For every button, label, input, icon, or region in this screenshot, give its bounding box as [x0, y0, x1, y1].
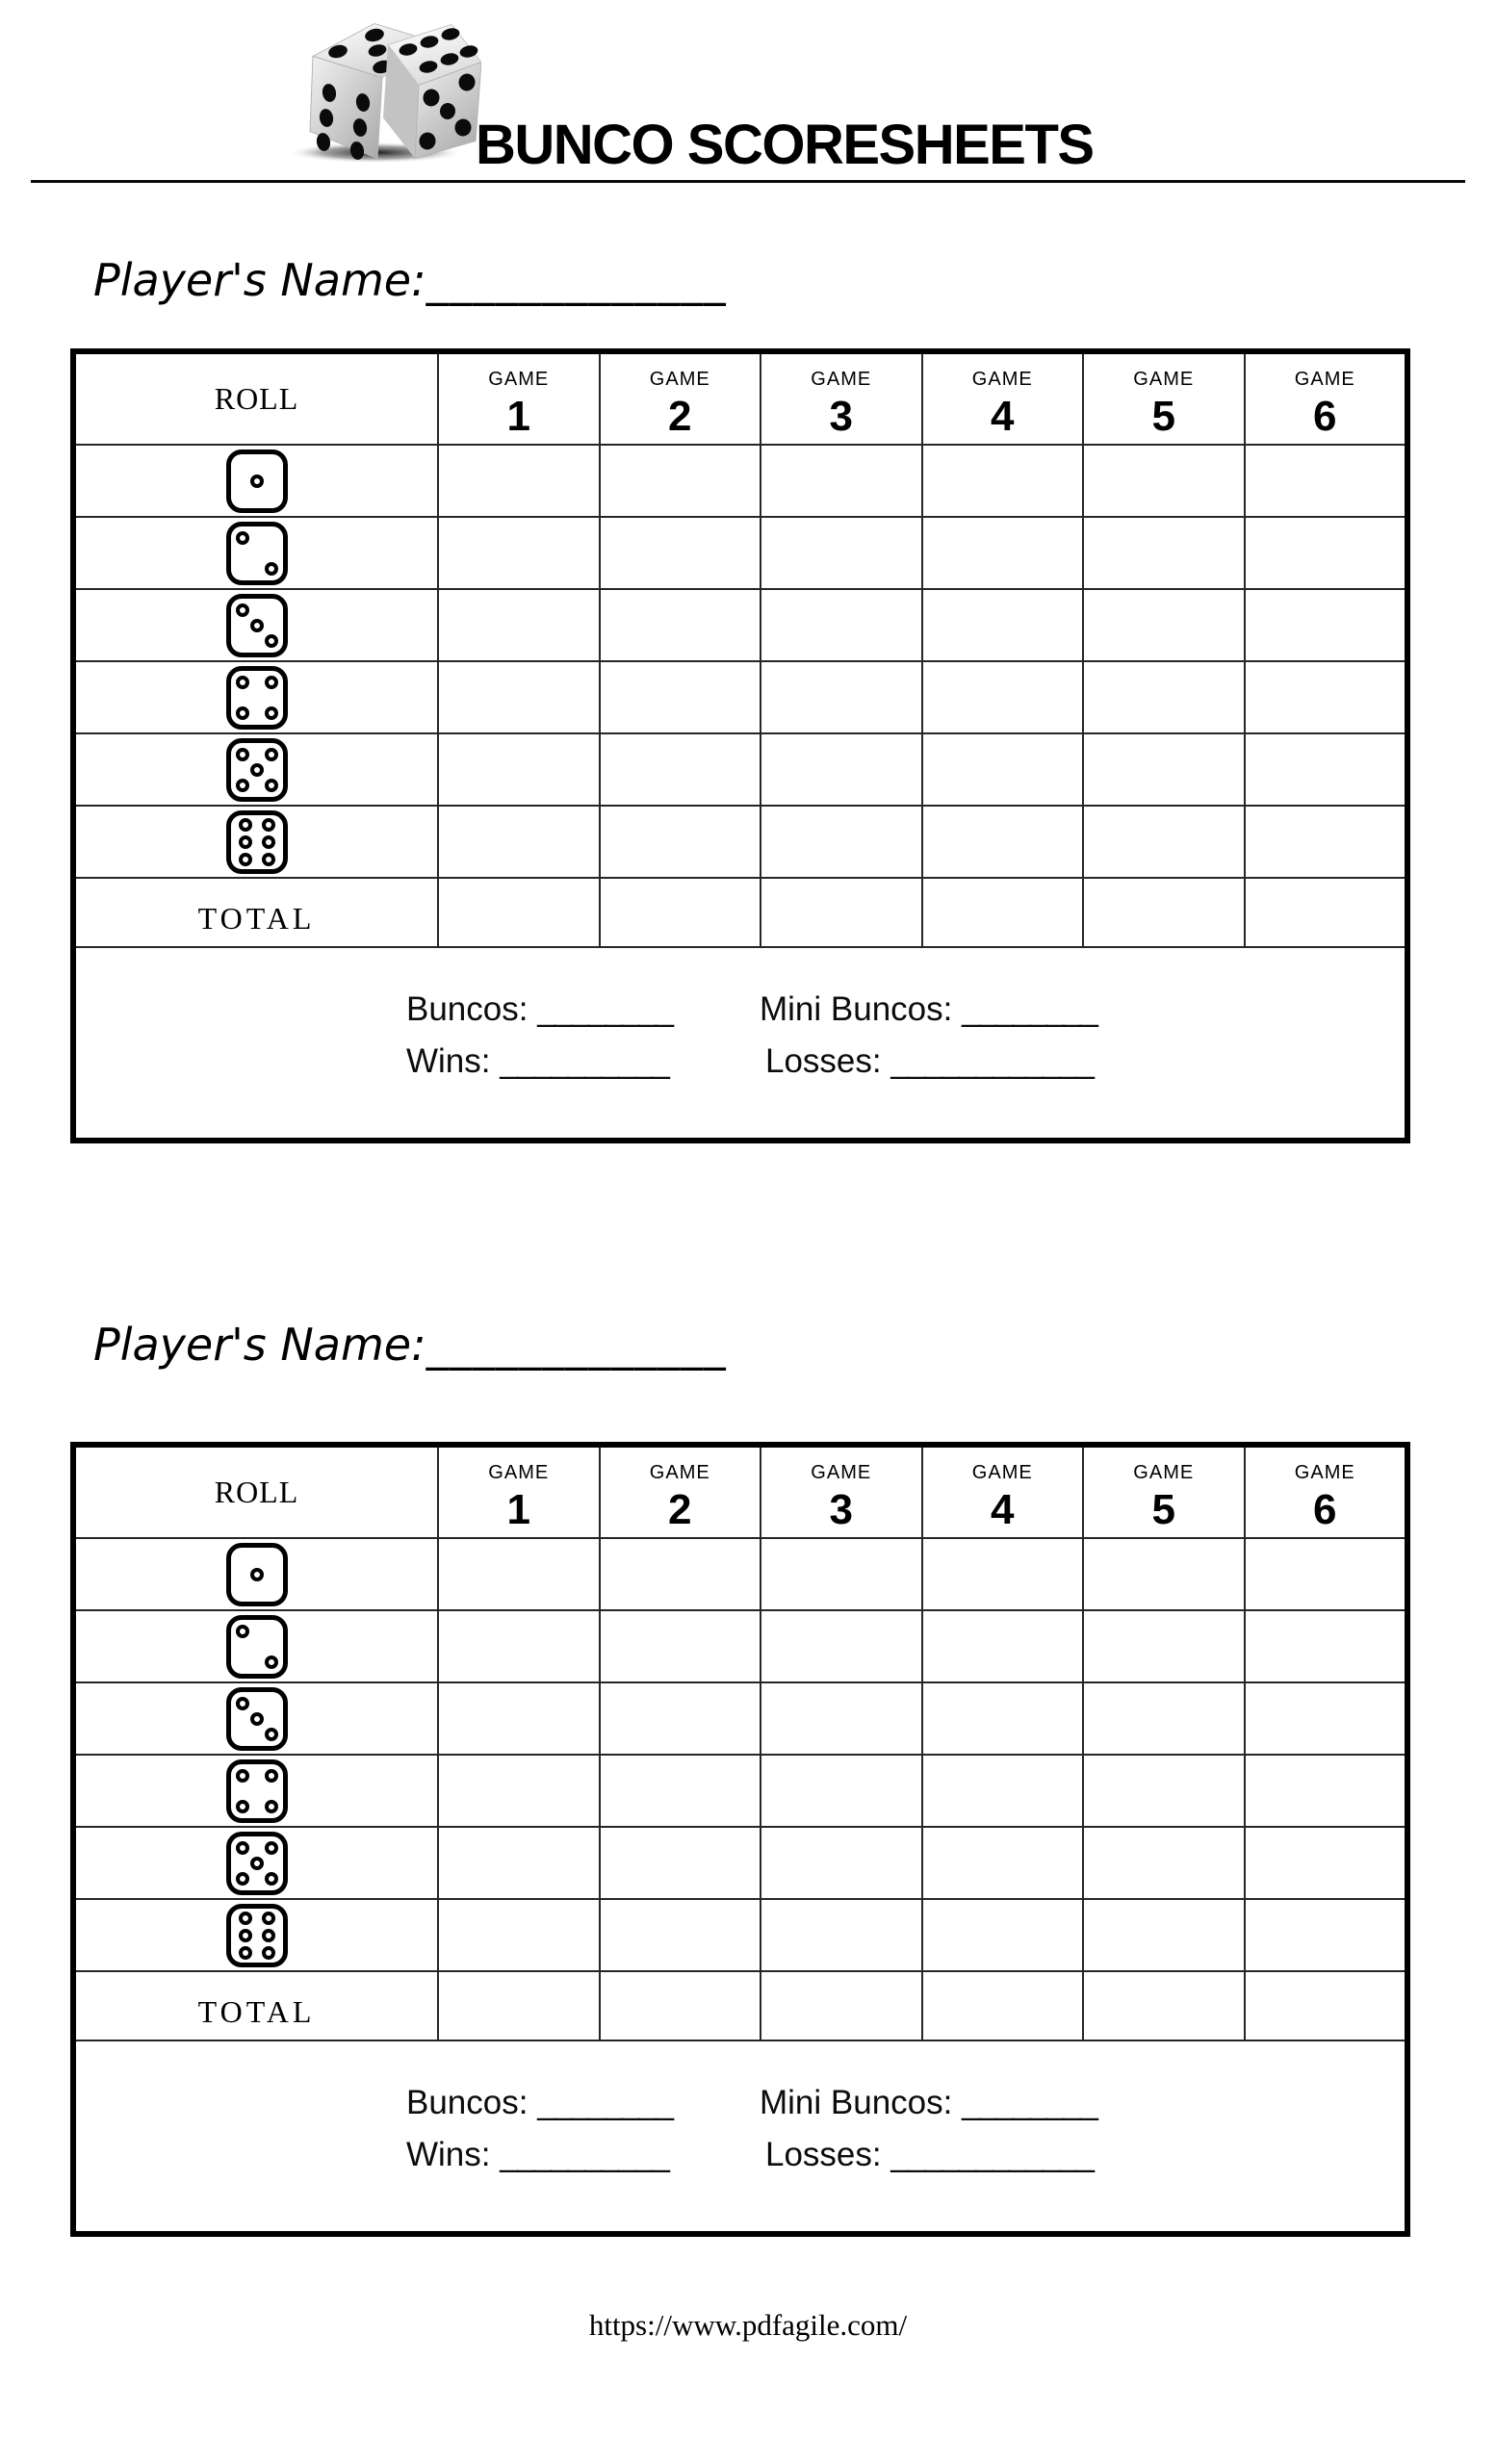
game-number: 2: [668, 392, 692, 440]
losses-blank[interactable]: ____________: [890, 1042, 1093, 1080]
score-cell[interactable]: [760, 446, 921, 516]
score-cell[interactable]: [1244, 446, 1406, 516]
score-cell[interactable]: [1244, 1756, 1406, 1826]
die-face-2-icon: [226, 1615, 288, 1679]
score-cell[interactable]: [1244, 1900, 1406, 1970]
score-cell[interactable]: [760, 590, 921, 660]
game-label: GAME: [649, 368, 710, 390]
score-cell[interactable]: [760, 807, 921, 877]
roll-die-cell: [76, 1756, 437, 1826]
game-label: GAME: [649, 1461, 710, 1483]
game-number: 4: [991, 1485, 1015, 1533]
mini-buncos-blank[interactable]: ________: [962, 2084, 1096, 2121]
score-cell[interactable]: [760, 1539, 921, 1609]
score-cell[interactable]: [760, 1611, 921, 1681]
game-number: 2: [668, 1485, 692, 1533]
total-cell[interactable]: [599, 1972, 761, 2040]
game-label: GAME: [1294, 1461, 1355, 1483]
game-label: GAME: [488, 1461, 550, 1483]
die-face-4-icon: [226, 1759, 288, 1823]
score-cell[interactable]: [437, 1900, 599, 1970]
summary-area: [76, 2041, 1405, 2188]
roll-4-row: [76, 1756, 1405, 1828]
score-cell[interactable]: [437, 590, 599, 660]
game-label: GAME: [971, 1461, 1033, 1483]
roll-die-cell: [76, 1828, 437, 1898]
game-5-column-header: [1082, 354, 1244, 444]
score-cell[interactable]: [760, 1828, 921, 1898]
score-cell[interactable]: [1082, 734, 1244, 805]
roll-3-row: [76, 590, 1405, 662]
score-cell[interactable]: [921, 590, 1083, 660]
score-cell[interactable]: [599, 1611, 761, 1681]
game-6-column-header: [1244, 1448, 1406, 1537]
game-3-column-header: [760, 1448, 921, 1537]
score-cell[interactable]: [921, 446, 1083, 516]
score-cell[interactable]: [921, 1611, 1083, 1681]
game-number: 6: [1313, 1485, 1337, 1533]
footer: [0, 2308, 1496, 2343]
total-cell[interactable]: [437, 879, 599, 946]
game-1-column-header: [437, 354, 599, 444]
total-cell[interactable]: [1082, 879, 1244, 946]
score-cell[interactable]: [760, 1683, 921, 1754]
score-cell[interactable]: [599, 1828, 761, 1898]
score-cell[interactable]: [760, 1900, 921, 1970]
page-title: BUNCO SCORESHEETS: [476, 114, 1094, 176]
score-cell[interactable]: [599, 590, 761, 660]
mini-buncos-label: Mini Buncos:: [760, 2084, 953, 2121]
score-cell[interactable]: [437, 807, 599, 877]
table-header-row: [76, 354, 1405, 446]
roll-die-cell: [76, 446, 437, 516]
score-cell[interactable]: [599, 518, 761, 588]
roll-die-cell: [76, 662, 437, 732]
score-cell[interactable]: [1082, 1828, 1244, 1898]
score-cell[interactable]: [1244, 807, 1406, 877]
roll-die-cell: [76, 1683, 437, 1754]
score-cell[interactable]: [599, 1683, 761, 1754]
die-face-3-icon: [226, 594, 288, 657]
score-cell[interactable]: [437, 446, 599, 516]
score-table: [70, 1442, 1410, 2237]
score-cell[interactable]: [921, 1683, 1083, 1754]
roll-column-header: ROLL: [214, 1475, 299, 1509]
score-cell[interactable]: [1244, 734, 1406, 805]
game-label: GAME: [811, 1461, 872, 1483]
score-cell[interactable]: [437, 734, 599, 805]
game-number: 1: [506, 392, 530, 440]
wins-label: Wins:: [406, 1042, 491, 1080]
die-face-1-icon: [226, 1543, 288, 1606]
roll-1-row: [76, 1539, 1405, 1611]
score-cell[interactable]: [1244, 662, 1406, 732]
score-cell[interactable]: [1082, 1611, 1244, 1681]
roll-6-row: [76, 1900, 1405, 1972]
roll-1-row: [76, 446, 1405, 518]
summary-area: [76, 948, 1405, 1094]
total-cell[interactable]: [437, 1972, 599, 2040]
score-cell[interactable]: [921, 1900, 1083, 1970]
score-cell[interactable]: [437, 518, 599, 588]
buncos-blank[interactable]: ________: [537, 990, 672, 1028]
die-face-6-icon: [226, 810, 288, 874]
total-row: [76, 879, 1405, 948]
score-cell[interactable]: [1244, 1828, 1406, 1898]
game-label: GAME: [971, 368, 1033, 390]
roll-die-cell: [76, 1900, 437, 1970]
die-face-4-icon: [226, 666, 288, 730]
score-cell[interactable]: [599, 734, 761, 805]
game-1-column-header: [437, 1448, 599, 1537]
score-cell[interactable]: [1082, 1683, 1244, 1754]
game-4-column-header: [921, 354, 1083, 444]
table-header-row: [76, 1448, 1405, 1539]
game-label: GAME: [488, 368, 550, 390]
total-cell[interactable]: [921, 879, 1083, 946]
footer-url[interactable]: https://www.pdfagile.com/: [588, 2308, 908, 2342]
score-cell[interactable]: [921, 1756, 1083, 1826]
score-cell[interactable]: [1082, 1900, 1244, 1970]
score-cell[interactable]: [599, 1756, 761, 1826]
game-number: 3: [829, 1485, 853, 1533]
score-cell[interactable]: [599, 807, 761, 877]
roll-die-cell: [76, 807, 437, 877]
total-cell[interactable]: [760, 1972, 921, 2040]
losses-label: Losses:: [765, 2136, 882, 2173]
header-divider: [31, 180, 1465, 183]
game-2-column-header: [599, 1448, 761, 1537]
score-cell[interactable]: [599, 1900, 761, 1970]
roll-4-row: [76, 662, 1405, 734]
score-cell[interactable]: [1082, 807, 1244, 877]
game-number: 5: [1151, 392, 1175, 440]
total-cell[interactable]: [921, 1972, 1083, 2040]
score-cell[interactable]: [437, 1756, 599, 1826]
losses-label: Losses:: [765, 1042, 882, 1080]
wins-blank[interactable]: __________: [500, 2136, 668, 2173]
roll-die-cell: [76, 518, 437, 588]
die-face-1-icon: [226, 449, 288, 513]
roll-2-row: [76, 1611, 1405, 1683]
total-cell[interactable]: [1082, 1972, 1244, 2040]
score-cell[interactable]: [921, 518, 1083, 588]
roll-die-cell: [76, 734, 437, 805]
score-cell[interactable]: [437, 1828, 599, 1898]
score-cell[interactable]: [921, 662, 1083, 732]
die-face-2-icon: [226, 522, 288, 585]
score-cell[interactable]: [599, 446, 761, 516]
score-cell[interactable]: [921, 807, 1083, 877]
score-cell[interactable]: [921, 1828, 1083, 1898]
total-cell[interactable]: [760, 879, 921, 946]
total-cell[interactable]: [1244, 879, 1406, 946]
roll-column-header: ROLL: [214, 381, 299, 416]
game-label: GAME: [1294, 368, 1355, 390]
score-cell[interactable]: [1082, 446, 1244, 516]
player-name-row: [93, 1321, 727, 1370]
score-cell[interactable]: [760, 662, 921, 732]
game-6-column-header: [1244, 354, 1406, 444]
score-cell[interactable]: [921, 1539, 1083, 1609]
wins-label: Wins:: [406, 2136, 491, 2173]
roll-2-row: [76, 518, 1405, 590]
buncos-label: Buncos:: [406, 2084, 529, 2121]
wins-blank[interactable]: __________: [500, 1042, 668, 1080]
roll-6-row: [76, 807, 1405, 879]
game-4-column-header: [921, 1448, 1083, 1537]
score-table: [70, 348, 1410, 1143]
score-cell[interactable]: [1244, 590, 1406, 660]
total-row: [76, 1972, 1405, 2041]
total-cell[interactable]: [599, 879, 761, 946]
player-name-row: [93, 256, 727, 305]
score-cell[interactable]: [1082, 1539, 1244, 1609]
die-face-6-icon: [226, 1904, 288, 1967]
score-cell[interactable]: [599, 1539, 761, 1609]
total-cell[interactable]: [1244, 1972, 1406, 2040]
score-cell[interactable]: [1082, 518, 1244, 588]
score-cell[interactable]: [1244, 1611, 1406, 1681]
game-number: 5: [1151, 1485, 1175, 1533]
score-cell[interactable]: [760, 518, 921, 588]
game-number: 6: [1313, 392, 1337, 440]
score-cell[interactable]: [1244, 1683, 1406, 1754]
score-cell[interactable]: [437, 1539, 599, 1609]
mini-buncos-label: Mini Buncos:: [760, 990, 953, 1028]
game-2-column-header: [599, 354, 761, 444]
score-cell[interactable]: [437, 1683, 599, 1754]
die-face-3-icon: [226, 1687, 288, 1751]
score-cell[interactable]: [921, 734, 1083, 805]
total-label: TOTAL: [197, 1994, 316, 2029]
score-cell[interactable]: [1082, 662, 1244, 732]
buncos-label: Buncos:: [406, 990, 529, 1028]
score-cell[interactable]: [437, 662, 599, 732]
total-label: TOTAL: [197, 901, 316, 936]
score-cell[interactable]: [760, 1756, 921, 1826]
player-name-label: Player's Name:: [93, 1319, 426, 1371]
game-label: GAME: [811, 368, 872, 390]
game-number: 4: [991, 392, 1015, 440]
roll-5-row: [76, 1828, 1405, 1900]
roll-die-cell: [76, 1539, 437, 1609]
two-dice-icon: [274, 5, 481, 167]
game-label: GAME: [1133, 1461, 1195, 1483]
score-cell[interactable]: [1082, 590, 1244, 660]
player-name-blank[interactable]: _____________: [426, 254, 727, 306]
player-name-blank[interactable]: _____________: [426, 1319, 727, 1371]
score-cell[interactable]: [1082, 1756, 1244, 1826]
mini-buncos-blank[interactable]: ________: [962, 990, 1096, 1028]
game-label: GAME: [1133, 368, 1195, 390]
roll-die-cell: [76, 1611, 437, 1681]
roll-die-cell: [76, 590, 437, 660]
player-name-label: Player's Name:: [93, 254, 426, 306]
score-cell[interactable]: [1244, 518, 1406, 588]
score-cell[interactable]: [760, 734, 921, 805]
game-number: 1: [506, 1485, 530, 1533]
score-cell[interactable]: [599, 662, 761, 732]
losses-blank[interactable]: ____________: [890, 2136, 1093, 2173]
game-number: 3: [829, 392, 853, 440]
game-3-column-header: [760, 354, 921, 444]
score-cell[interactable]: [1244, 1539, 1406, 1609]
roll-5-row: [76, 734, 1405, 807]
score-cell[interactable]: [437, 1611, 599, 1681]
roll-3-row: [76, 1683, 1405, 1756]
die-face-5-icon: [226, 738, 288, 802]
buncos-blank[interactable]: ________: [537, 2084, 672, 2121]
die-face-5-icon: [226, 1832, 288, 1895]
game-5-column-header: [1082, 1448, 1244, 1537]
